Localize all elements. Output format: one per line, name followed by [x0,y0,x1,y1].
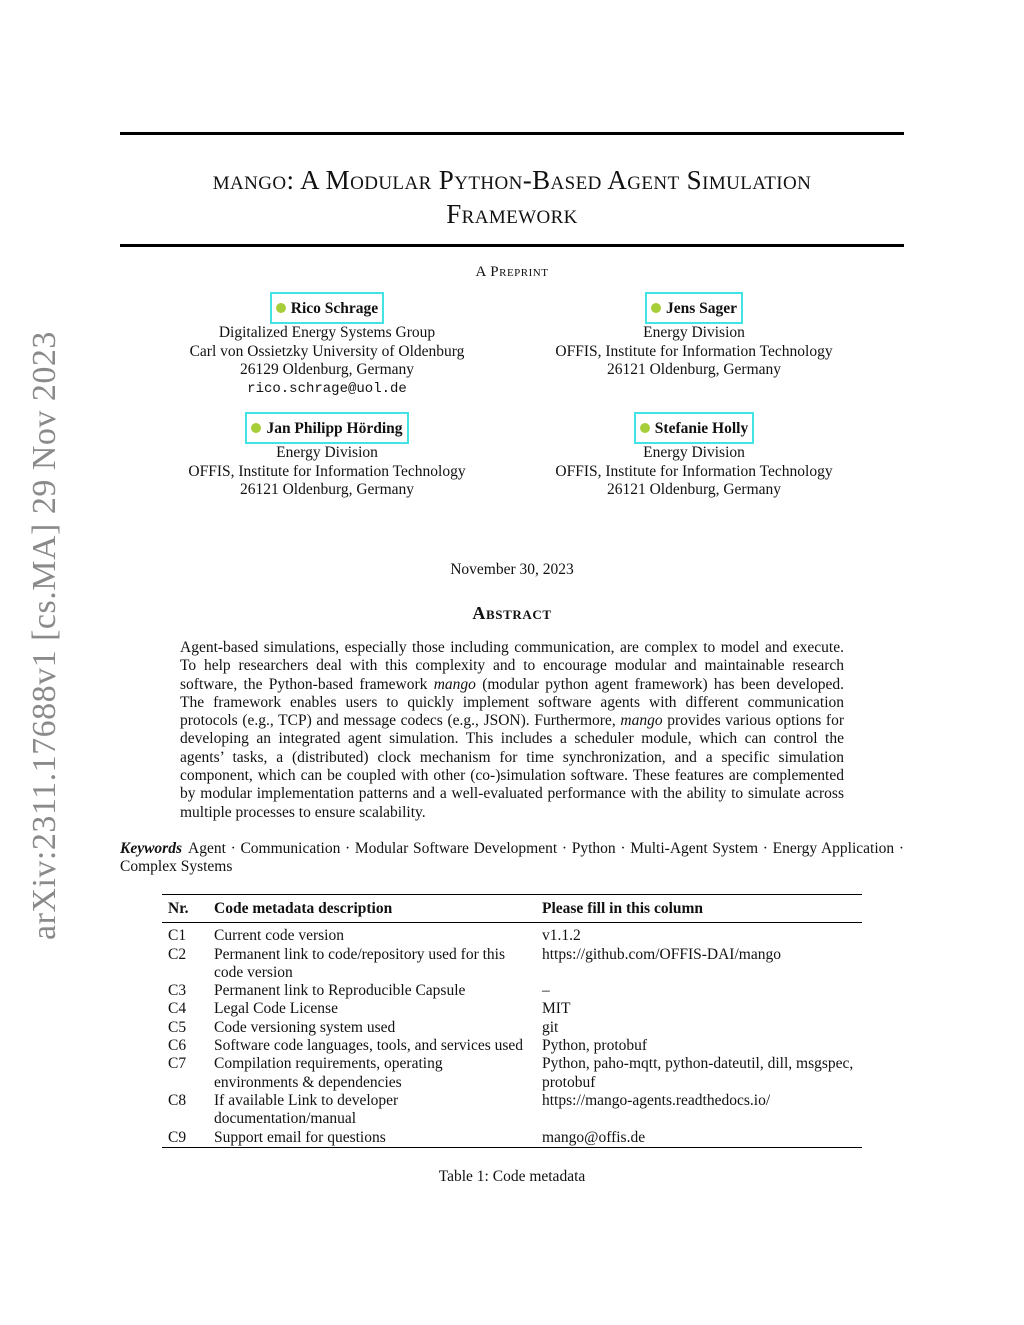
abstract-emphasis: mango [620,712,663,730]
author-name-link[interactable] [645,292,743,324]
abstract-part: provides various options for developing an integrated agent simulation. This includes a scheduler module, which can control the agents’ tasks, a (distributed) clock mechanism for time synchronization, and a specific simulation component, which can be coupled with other (co-)simulation software. These features are complemented by modular implementation patterns and a well-evaluated performance with the ability to simulate across multiple processes to ensure scalability. [180,712,844,821]
table-cell: MIT [542,1000,571,1018]
author-name-link[interactable] [245,412,408,444]
affiliation-line: Energy Division [276,444,378,462]
table-cell: Software code languages, tools, and services used [214,1037,524,1055]
affiliation-line: Digitalized Energy Systems Group [218,324,436,342]
affiliation-line: Carl von Ossietzky University of Oldenburg [189,342,465,360]
table-cell: Python, paho-mqtt, python-dateutil, dill, msgspec, protobuf [542,1055,854,1091]
title-rule-bottom [120,244,904,247]
orcid-icon[interactable] [251,423,261,433]
table-cell: If available Link to developer documentation/manual [214,1091,399,1128]
table-cell: Compilation requirements, operating environments & dependencies [214,1055,443,1091]
affiliation-line: OFFIS, Institute for Information Technology [555,462,833,480]
affiliation-line: Energy Division [643,444,745,462]
paper-title-line1: mango: A Modular Python-Based Agent Simulation [212,165,812,195]
author-name-link[interactable] [634,412,754,444]
table-cell: Current code version [214,927,344,945]
table-cell: – [542,982,550,1000]
author-name: Jan Philipp Hörding [266,420,403,437]
table-cell: Python, protobuf [542,1037,648,1055]
table-cell: Support email for questions [208,1129,536,1148]
table-cell[interactable]: mango@offis.de [536,1129,862,1148]
affiliation-line: 26121 Oldenburg, Germany [239,480,415,498]
abstract-text [180,639,844,822]
orcid-icon[interactable] [651,303,661,313]
author-email[interactable]: rico.schrage@uol.de [247,381,407,398]
affiliation-line: 26121 Oldenburg, Germany [606,360,782,378]
abstract-part: Agent-based simulations, especially those including communication, are complex to model and execute. To help researchers deal with this complexity and to encourage modular and maintainable research software, the Python-based framework [180,639,844,693]
table-cell: Legal Code License [214,1000,338,1018]
author-block [524,412,864,499]
table-header-cell: Please fill in this column [536,895,862,923]
table-cell: C8 [168,1091,187,1109]
table-cell: v1.1.2 [542,927,581,945]
author-block [157,292,497,398]
table-cell: C9 [162,1129,208,1148]
keywords-list: Agent · Communication · Modular Software Development · Python · Multi-Agent System · Energy Application · Complex Systems [120,840,904,876]
title-rule-top [120,132,904,135]
author-name: Rico Schrage [290,300,379,317]
author-block [524,292,864,379]
affiliation-line: OFFIS, Institute for Information Technology [555,342,833,360]
table-row [162,1092,862,1129]
code-metadata-table [162,894,862,1148]
author-block [157,412,497,499]
paper-title-line2: Framework [446,199,578,229]
keywords [120,840,904,877]
table-cell: Permanent link to Reproducible Capsule [214,982,466,1000]
table-cell: C4 [168,1000,187,1018]
author-name: Jens Sager [665,300,738,317]
table-cell: C6 [168,1037,187,1055]
arxiv-side-label: arXiv:2311.17688v1 [cs.MA] 29 Nov 2023 [26,331,63,940]
table-cell: C7 [168,1055,187,1073]
affiliation-line: Energy Division [643,324,745,342]
abstract-part: (modular python agent framework) has been developed. The framework enables users to quickly implement software agents with different communication protocols (e.g., TCP) and message codecs (e.g., JSON). Furthermore, [180,675,844,730]
table-cell: Code versioning system used [214,1018,396,1036]
table-caption: Table 1: Code metadata [438,1168,586,1185]
table-header-cell: Nr. [162,895,208,923]
table-cell[interactable]: https://mango-agents.readthedocs.io/ [542,1091,771,1109]
preprint-label: A Preprint [475,264,549,280]
table-row [162,927,862,945]
table-row [162,982,862,1000]
table-row [162,946,862,983]
table-cell[interactable]: https://github.com/OFFIS-DAI/mango [542,945,781,963]
table-cell: C1 [168,927,187,945]
table-header-row [162,895,862,923]
orcid-icon[interactable] [640,423,650,433]
table-row [162,1037,862,1055]
table-header-cell: Code metadata description [208,895,536,923]
table-cell: git [542,1018,559,1036]
author-name: Stefanie Holly [654,420,749,437]
table-row [162,1000,862,1018]
abstract-heading: Abstract [472,603,552,623]
affiliation-line: 26129 Oldenburg, Germany [239,360,415,378]
abstract-emphasis: mango [433,675,476,693]
table-cell: Permanent link to code/repository used for this code version [214,945,505,981]
table-row [162,1129,862,1148]
table-cell: C5 [168,1018,187,1036]
orcid-icon[interactable] [276,303,286,313]
table-cell: C2 [168,945,187,963]
table-cell: C3 [168,982,187,1000]
table-row [162,1019,862,1037]
table-row [162,1055,862,1092]
affiliation-line: 26121 Oldenburg, Germany [606,480,782,498]
keywords-heading: Keywords [120,840,182,857]
author-name-link[interactable] [270,292,384,324]
paper-date: November 30, 2023 [450,561,574,578]
affiliation-line: OFFIS, Institute for Information Technology [188,462,466,480]
